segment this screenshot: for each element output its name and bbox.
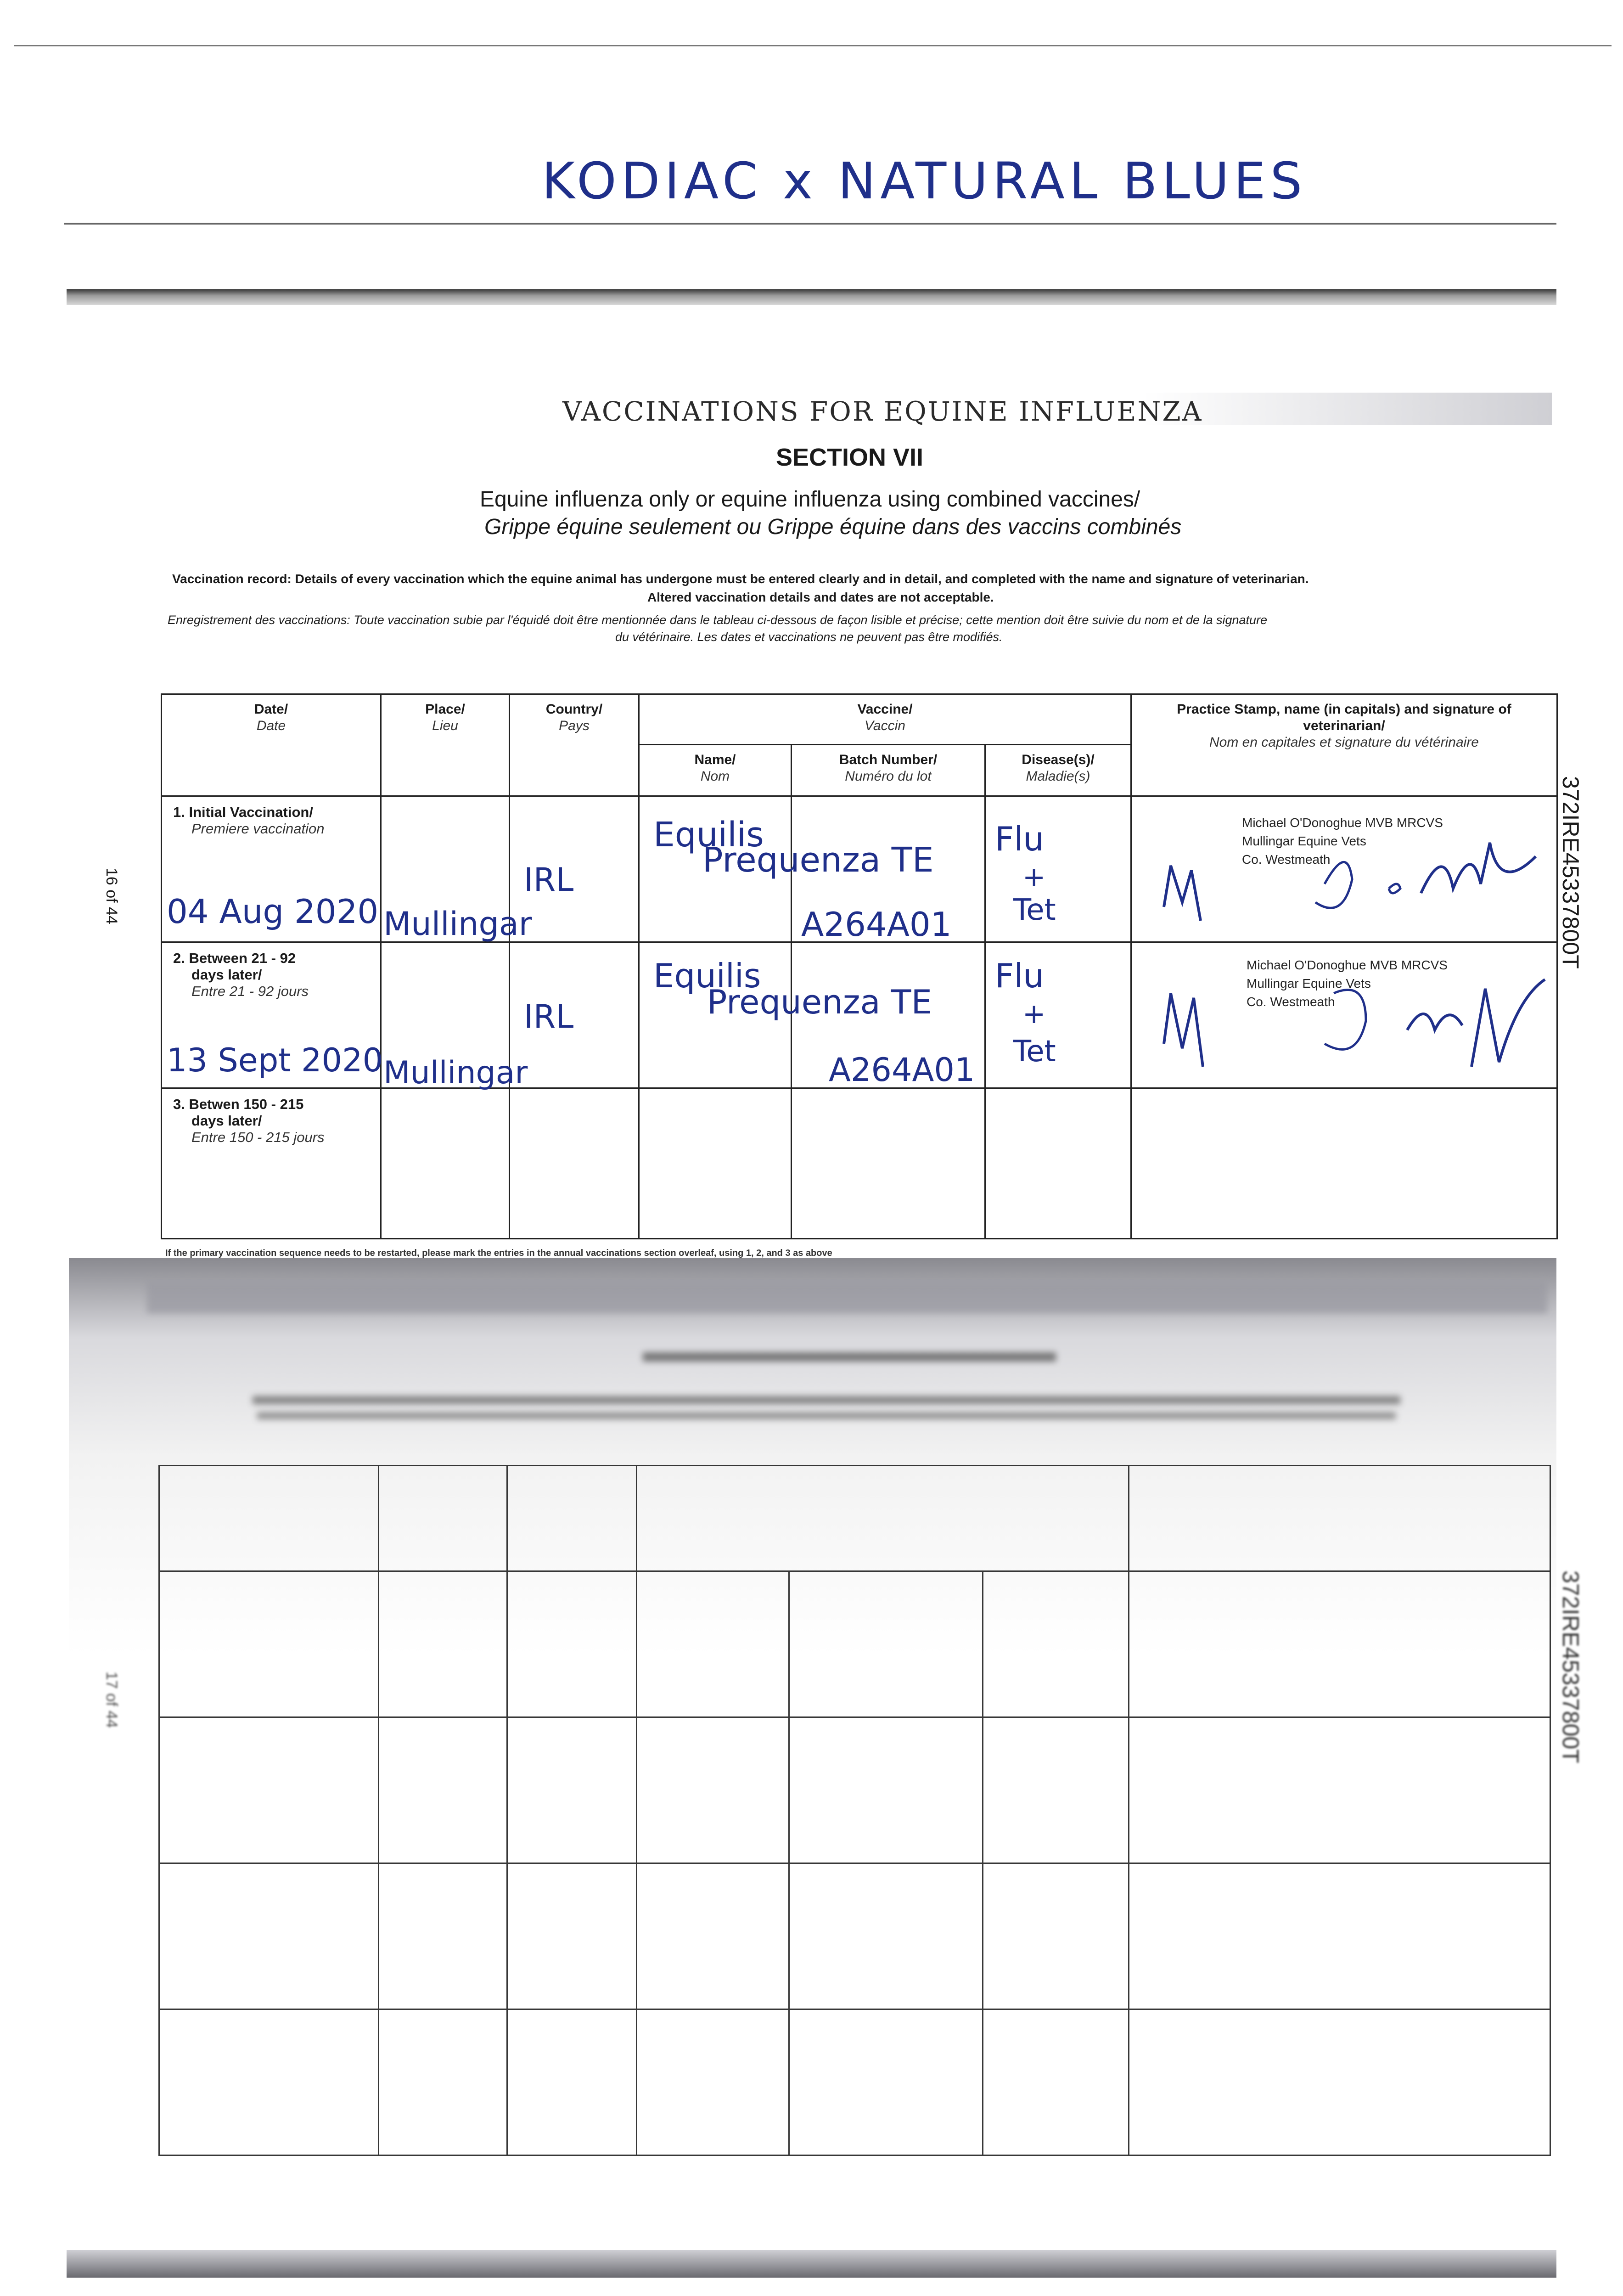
row1-disease-cell	[985, 796, 1131, 942]
row3-disease-cell	[985, 1088, 1131, 1239]
next-header-place	[379, 1466, 507, 1571]
name-underline	[64, 223, 1556, 225]
row1-stamp-practice: Mullingar Equine Vets	[1242, 834, 1366, 848]
row2-date-cell: 2. Between 21 - 92 days later/ Entre 21 - 92 jours 13 Sept 2020	[162, 942, 381, 1088]
row2-vaccine-name-1: Equilis	[653, 957, 761, 995]
row2-disease-cell	[985, 942, 1131, 1088]
row1-batch: A264A01	[801, 905, 952, 944]
header-stamp: Practice Stamp, name (in capitals) and signature of veterinarian/ Nom en capitales et signature du vétérinaire	[1131, 694, 1557, 796]
row2-disease-1: Flu	[995, 957, 1045, 995]
next-page-table	[158, 1465, 1551, 2156]
header-place: Place/ Lieu	[381, 694, 510, 796]
row2-country-cell	[510, 942, 639, 1088]
header-vaccine: Vaccine/ Vaccin	[639, 694, 1131, 745]
row3-country-cell	[510, 1088, 639, 1239]
row1-vaccine-name-1: Equilis	[653, 815, 764, 855]
next-page-side-code: 372IRE45337800T	[1558, 1570, 1584, 1763]
row3-place-cell	[381, 1088, 510, 1239]
header-disease: Disease(s)/ Maladie(s)	[985, 745, 1131, 796]
row2-disease-2: +	[1022, 998, 1046, 1030]
next-header-date	[159, 1466, 379, 1571]
row1-place: Mullingar	[383, 905, 532, 943]
header-date: Date/ Date	[162, 694, 381, 796]
row1-vaccine-name-2: Prequenza TE	[702, 840, 934, 880]
section-title: SECTION VII	[776, 444, 924, 471]
next-page-title-bar	[147, 1281, 1547, 1313]
footer-note: If the primary vaccination sequence needs to be restarted, please mark the entries in the annual vaccinations section overleaf, using 1, 2, and 3 as above	[165, 1248, 832, 1258]
next-page-note-1	[643, 1352, 1056, 1362]
row1-country-cell	[510, 796, 639, 942]
row1-signature	[1150, 815, 1563, 934]
header-batch: Batch Number/ Numéro du lot	[792, 745, 985, 796]
row1-disease-1: Flu	[995, 820, 1045, 858]
row1-date: 04 Aug 2020	[167, 892, 379, 931]
row1-stamp-name: Michael O'Donoghue MVB MRCVS	[1242, 816, 1443, 830]
row1-disease-2: +	[1022, 861, 1046, 893]
page-title: VACCINATIONS FOR EQUINE INFLUENZA	[562, 396, 1203, 427]
side-code: 372IRE45337800T	[1558, 776, 1584, 969]
next-page-note-2	[253, 1396, 1400, 1404]
row2-stamp-practice: Mullingar Equine Vets	[1247, 976, 1371, 990]
next-header-country	[507, 1466, 637, 1571]
page-number: 16 of 44	[103, 868, 120, 924]
scan-edge-top	[67, 289, 1556, 305]
horse-name: KODIAC x NATURAL BLUES	[542, 152, 1307, 210]
next-page-number: 17 of 44	[103, 1671, 120, 1728]
row3-batch-cell	[792, 1088, 985, 1239]
vaccination-table	[161, 693, 1558, 1239]
table-row	[162, 1088, 1557, 1239]
header-country: Country/ Pays	[510, 694, 639, 796]
subtitle-en: Equine influenza only or equine influenza using combined vaccines/	[480, 487, 1140, 512]
note-en-1: Vaccination record: Details of every vaccination which the equine animal has undergone must be entered clearly and in detail, and completed with the name and signature of veterinarian.	[172, 572, 1309, 586]
row2-vaccine-name-2: Prequenza TE	[707, 983, 932, 1021]
header-vaccine-name: Name/ Nom	[639, 745, 792, 796]
subtitle-fr: Grippe équine seulement ou Grippe équine dans des vaccins combinés	[484, 515, 1182, 539]
row2-disease-3: Tet	[1013, 1035, 1056, 1069]
row2-country: IRL	[524, 998, 574, 1035]
scan-edge-bottom	[67, 2250, 1556, 2278]
row3-stamp-cell	[1131, 1088, 1557, 1239]
next-header-vaccine	[637, 1466, 1129, 1571]
row2-stamp-county: Co. Westmeath	[1247, 995, 1335, 1009]
row3-vaccine-cell	[639, 1088, 792, 1239]
row2-place-cell	[381, 942, 528, 1091]
row1-place-cell	[381, 796, 532, 943]
top-rule	[14, 45, 1612, 46]
note-en-2: Altered vaccination details and dates are not acceptable.	[647, 590, 994, 604]
row1-country: IRL	[524, 861, 574, 899]
note-fr-2: du vétérinaire. Les dates et vaccinations ne peuvent pas être modifiés.	[615, 630, 1003, 644]
row2-stamp-cell	[1131, 942, 1557, 1088]
row1-date-cell: 1. Initial Vaccination/ Premiere vaccination 04 Aug 2020	[162, 796, 381, 942]
row2-stamp-name: Michael O'Donoghue MVB MRCVS	[1247, 958, 1448, 972]
row1-stamp-county: Co. Westmeath	[1242, 852, 1331, 867]
row2-place: Mullingar	[383, 1055, 528, 1091]
row2-signature	[1150, 952, 1563, 1080]
row1-disease-3: Tet	[1013, 893, 1056, 927]
next-header-stamp	[1129, 1466, 1550, 1571]
row1-stamp-cell	[1131, 796, 1557, 942]
row3-date-cell: 3. Betwen 150 - 215 days later/ Entre 150 - 215 jours	[162, 1088, 381, 1239]
note-fr-1: Enregistrement des vaccinations: Toute vaccination subie par l'équidé doit être mentionnée dans le tableau ci-dessous de façon lisible et précise; cette mention doit être suivie du nom et de la signature	[168, 613, 1268, 627]
next-page-note-3	[257, 1412, 1396, 1419]
row2-batch: A264A01	[829, 1051, 975, 1089]
title-shade	[1143, 393, 1552, 425]
row2-date: 13 Sept 2020	[167, 1041, 383, 1079]
